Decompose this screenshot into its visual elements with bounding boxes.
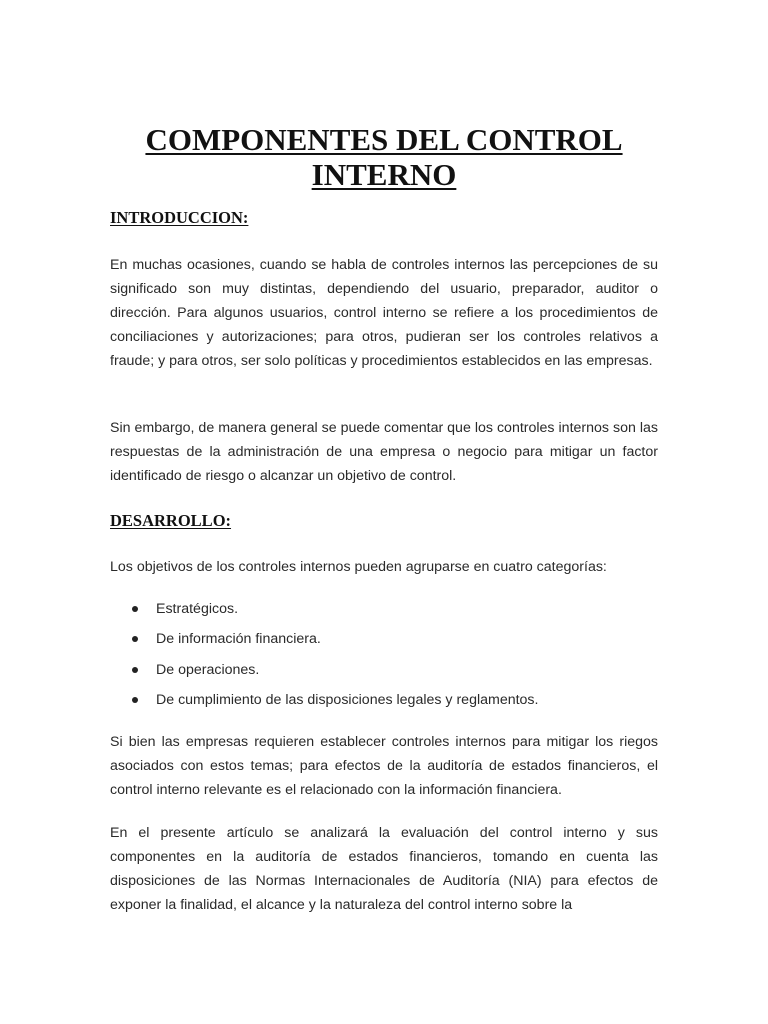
bullet-item-text: De cumplimiento de las disposiciones legales y reglamentos. bbox=[156, 691, 539, 708]
intro-paragraph-1: En muchas ocasiones, cuando se habla de controles internos las percepciones de su significado son muy distintas, dependiendo del usuario, preparador, auditor o dirección. Para algunos usuarios, control interno se refiere a los procedimientos de conciliaciones y autorizaciones; para otros, pudieran ser los controles relativos a fraude; y para otros, ser solo políticas y procedimientos establecidos en las empresas. bbox=[110, 257, 658, 369]
section-heading-introduccion: INTRODUCCION: bbox=[110, 208, 249, 227]
bullet-dot-icon bbox=[132, 667, 138, 673]
bullet-item-text: De operaciones. bbox=[156, 661, 260, 678]
bullet-dot-icon bbox=[132, 606, 138, 612]
objectives-bullet-list bbox=[110, 598, 670, 719]
bullet-item bbox=[110, 659, 670, 689]
bullet-item bbox=[110, 598, 670, 628]
section-heading-desarrollo: DESARROLLO: bbox=[110, 511, 232, 530]
document-title-line-2: INTERNO bbox=[311, 157, 457, 192]
bullet-dot-icon bbox=[132, 697, 138, 703]
bullet-item bbox=[110, 689, 670, 719]
desarrollo-paragraph-2: En el presente artículo se analizará la evaluación del control interno y sus componentes en la auditoría de estados financieros, tomando en cuenta las disposiciones de las Normas Internacionales de Auditoría (NIA) para efectos de exponer la finalidad, el alcance y la naturaleza del control interno sobre la bbox=[110, 825, 658, 913]
document-title-line-1: COMPONENTES DEL CONTROL bbox=[145, 122, 623, 157]
intro-paragraph-2: Sin embargo, de manera general se puede comentar que los controles internos son las respuestas de la administración de una empresa o negocio para mitigar un factor identificado de riesgo o alcanzar un objetivo de control. bbox=[110, 420, 658, 484]
bullet-item bbox=[110, 628, 670, 658]
desarrollo-intro-text: Los objetivos de los controles internos pueden agruparse en cuatro categorías: bbox=[110, 559, 607, 575]
bullet-item-text: De información financiera. bbox=[156, 631, 321, 648]
bullet-dot-icon bbox=[132, 636, 138, 642]
bullet-item-text: Estratégicos. bbox=[156, 601, 239, 617]
desarrollo-paragraph-1: Si bien las empresas requieren establecer controles internos para mitigar los riegos asociados con estos temas; para efectos de la auditoría de estados financieros, el control interno relevante es el relacionado con la información financiera. bbox=[110, 734, 658, 798]
